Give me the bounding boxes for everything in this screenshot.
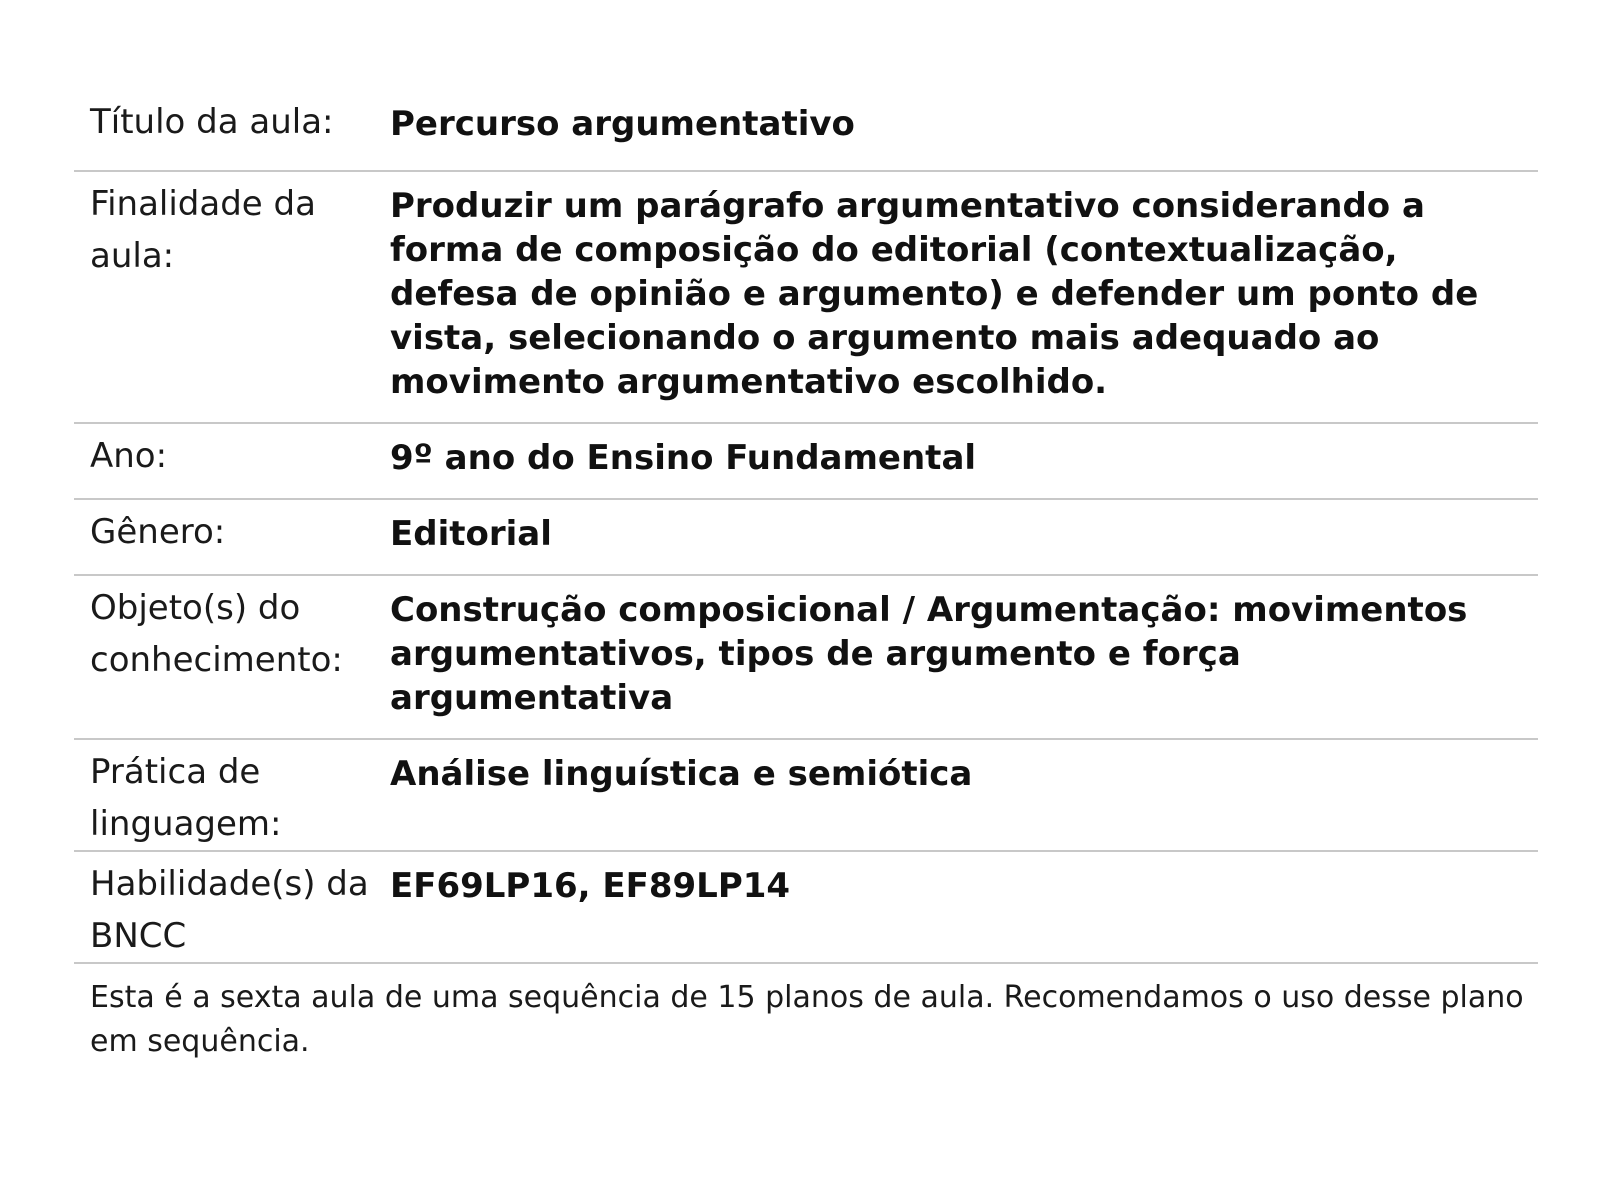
row-value: Análise linguística e semiótica bbox=[390, 754, 973, 794]
row-value: Construção composicional / Argumentação: movimentos argumentativos, tipos de argumento e força argumentativa bbox=[390, 590, 1468, 718]
row-bncc-skills bbox=[74, 851, 1538, 963]
row-year bbox=[74, 423, 1538, 499]
row-label: Objeto(s) do conhecimento: bbox=[90, 588, 343, 680]
row-language-practice bbox=[74, 739, 1538, 851]
row-label: Prática de linguagem: bbox=[90, 752, 282, 844]
row-knowledge-objects bbox=[74, 575, 1538, 739]
row-value: Editorial bbox=[390, 514, 552, 554]
row-value: Percurso argumentativo bbox=[390, 104, 855, 144]
row-genre bbox=[74, 499, 1538, 575]
row-lesson-purpose bbox=[74, 171, 1538, 423]
row-label: Título da aula: bbox=[90, 102, 334, 142]
row-label: Finalidade da aula: bbox=[90, 184, 316, 276]
lesson-plan bbox=[74, 96, 1538, 1064]
row-label: Gênero: bbox=[90, 512, 226, 552]
row-value: 9º ano do Ensino Fundamental bbox=[390, 438, 977, 478]
row-label: Habilidade(s) da BNCC bbox=[90, 864, 369, 956]
sequence-note: Esta é a sexta aula de uma sequência de 15 planos de aula. Recomendamos o uso desse plano em sequência. bbox=[90, 980, 1524, 1059]
row-lesson-title bbox=[74, 96, 1538, 171]
row-value: EF69LP16, EF89LP14 bbox=[390, 866, 791, 906]
row-label: Ano: bbox=[90, 436, 168, 476]
lesson-info-table bbox=[74, 96, 1538, 964]
row-value: Produzir um parágrafo argumentativo considerando a forma de composição do editorial (contextualização, defesa de opinião e argumento) e defender um ponto de vista, selecionando o argumento mais adequado ao movimento argumentativo escolhido. bbox=[390, 186, 1479, 402]
